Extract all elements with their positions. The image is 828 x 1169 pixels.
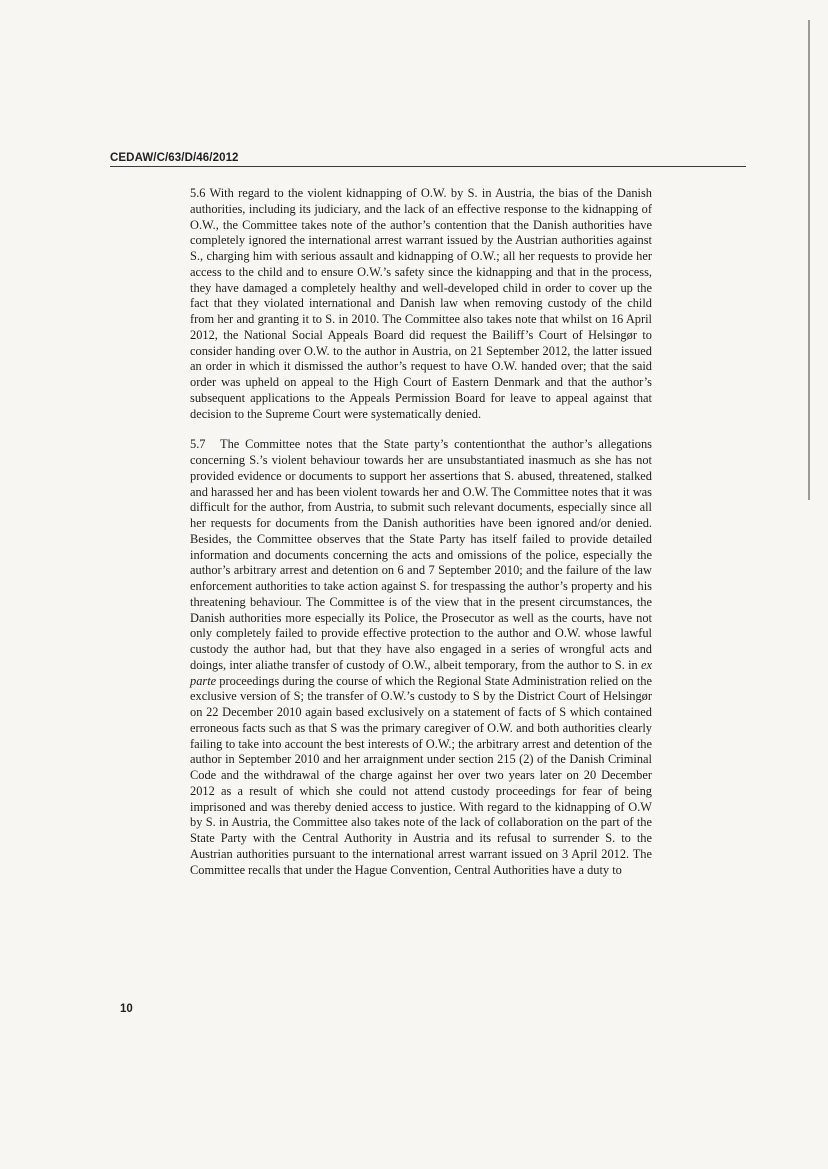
paragraph-text-continued: proceedings during the course of which the Regional State Administration relied on the exclusive version of S; the transfer of O.W.’s custody to S by the District Court of Helsingør on 22 December 2010 again based exclusively on a statement of facts of S which contained erroneous facts such as that S was the primary caregiver of O.W. and both authorities clearly failing to take into account the best interests of O.W.; the arbitrary arrest and detention of the author in September 2010 and her arraignment under section 215 (2) of the Danish Criminal Code and the withdrawal of the charge against her over two years later on 20 December 2012 as a result of which she could not attend custody proceedings for fear of being imprisoned and was thereby denied access to justice. With regard to the kidnapping of O.W by S. in Austria, the Committee also takes note of the lack of collaboration on the part of the State Party with the Central Authority in Austria and its refusal to surrender S. to the Austrian authorities pursuant to the international arrest warrant issued on 3 April 2012. The Committee recalls that under the Hague Convention, Central Authorities have a duty to bbox=[190, 673, 652, 877]
document-symbol: CEDAW/C/63/D/46/2012 bbox=[110, 152, 239, 164]
paragraph-italic-text: ex parte bbox=[190, 657, 652, 688]
paragraph-number: 5.7 bbox=[190, 437, 206, 452]
paragraph-5-6 bbox=[190, 186, 652, 422]
scan-edge-shadow bbox=[808, 20, 810, 500]
body-text bbox=[190, 186, 652, 893]
header-rule bbox=[110, 166, 746, 167]
paragraph-number: 5.6 bbox=[190, 186, 206, 200]
paragraph-5-7 bbox=[190, 437, 652, 878]
paragraph-text: The Committee notes that the State party’s contentionthat the author’s allegations concerning S.’s violent behaviour towards her are unsubstantiated inasmuch as she has not provided evidence or documents to support her assertions that S. abused, threatened, stalked and harassed her and has been violent towards her and O.W. The Committee notes that it was difficult for the author, from Austria, to submit such relevant documents, especially since all her requests for documents from the Danish authorities have been ignored and/or denied. Besides, the Committee observes that the State Party has itself failed to provide detailed information and documents concerning the acts and omissions of the police, especially the author’s arbitrary arrest and detention on 6 and 7 September 2010; and the failure of the law enforcement authorities to take action against S. for trespassing the author’s property and his threatening behaviour. The Committee is of the view that in the present circumstances, the Danish authorities more especially its Police, the Prosecutor as well as the courts, have not only completely failed to provide effective protection to the author and O.W. whose lawful custody the author had, but that they have also engaged in a series of wrongful acts and doings, inter aliathe transfer of custody of O.W., albeit temporary, from the author to S. in bbox=[190, 437, 652, 672]
page-number: 10 bbox=[120, 1003, 133, 1015]
paragraph-text: With regard to the violent kidnapping of O.W. by S. in Austria, the bias of the Danish authorities, including its judiciary, and the lack of an effective response to the kidnapping of O.W., the Committee takes note of the author’s contention that the Danish authorities have completely ignored the international arrest warrant issued by the Austrian authorities against S., charging him with serious assault and kidnapping of O.W.; all her requests to provide her access to the child and to ensure O.W.’s safety since the kidnapping and that in the process, they have damaged a completely healthy and well-developed child in order to cover up the fact that they violated international and Danish law when removing custody of the child from her and granting it to S. in 2010. The Committee also takes note that whilst on 16 April 2012, the National Social Appeals Board did request the Bailiff’s Court of Helsingør to consider handing over O.W. to the author in Austria, on 21 September 2012, the latter issued an order in which it dismissed the author’s request to have O.W. handed over; that the said order was upheld on appeal to the High Court of Eastern Denmark and that the author’s subsequent applications to the Appeals Permission Board for leave to appeal against that decision to the Supreme Court were systematically denied. bbox=[190, 186, 652, 421]
